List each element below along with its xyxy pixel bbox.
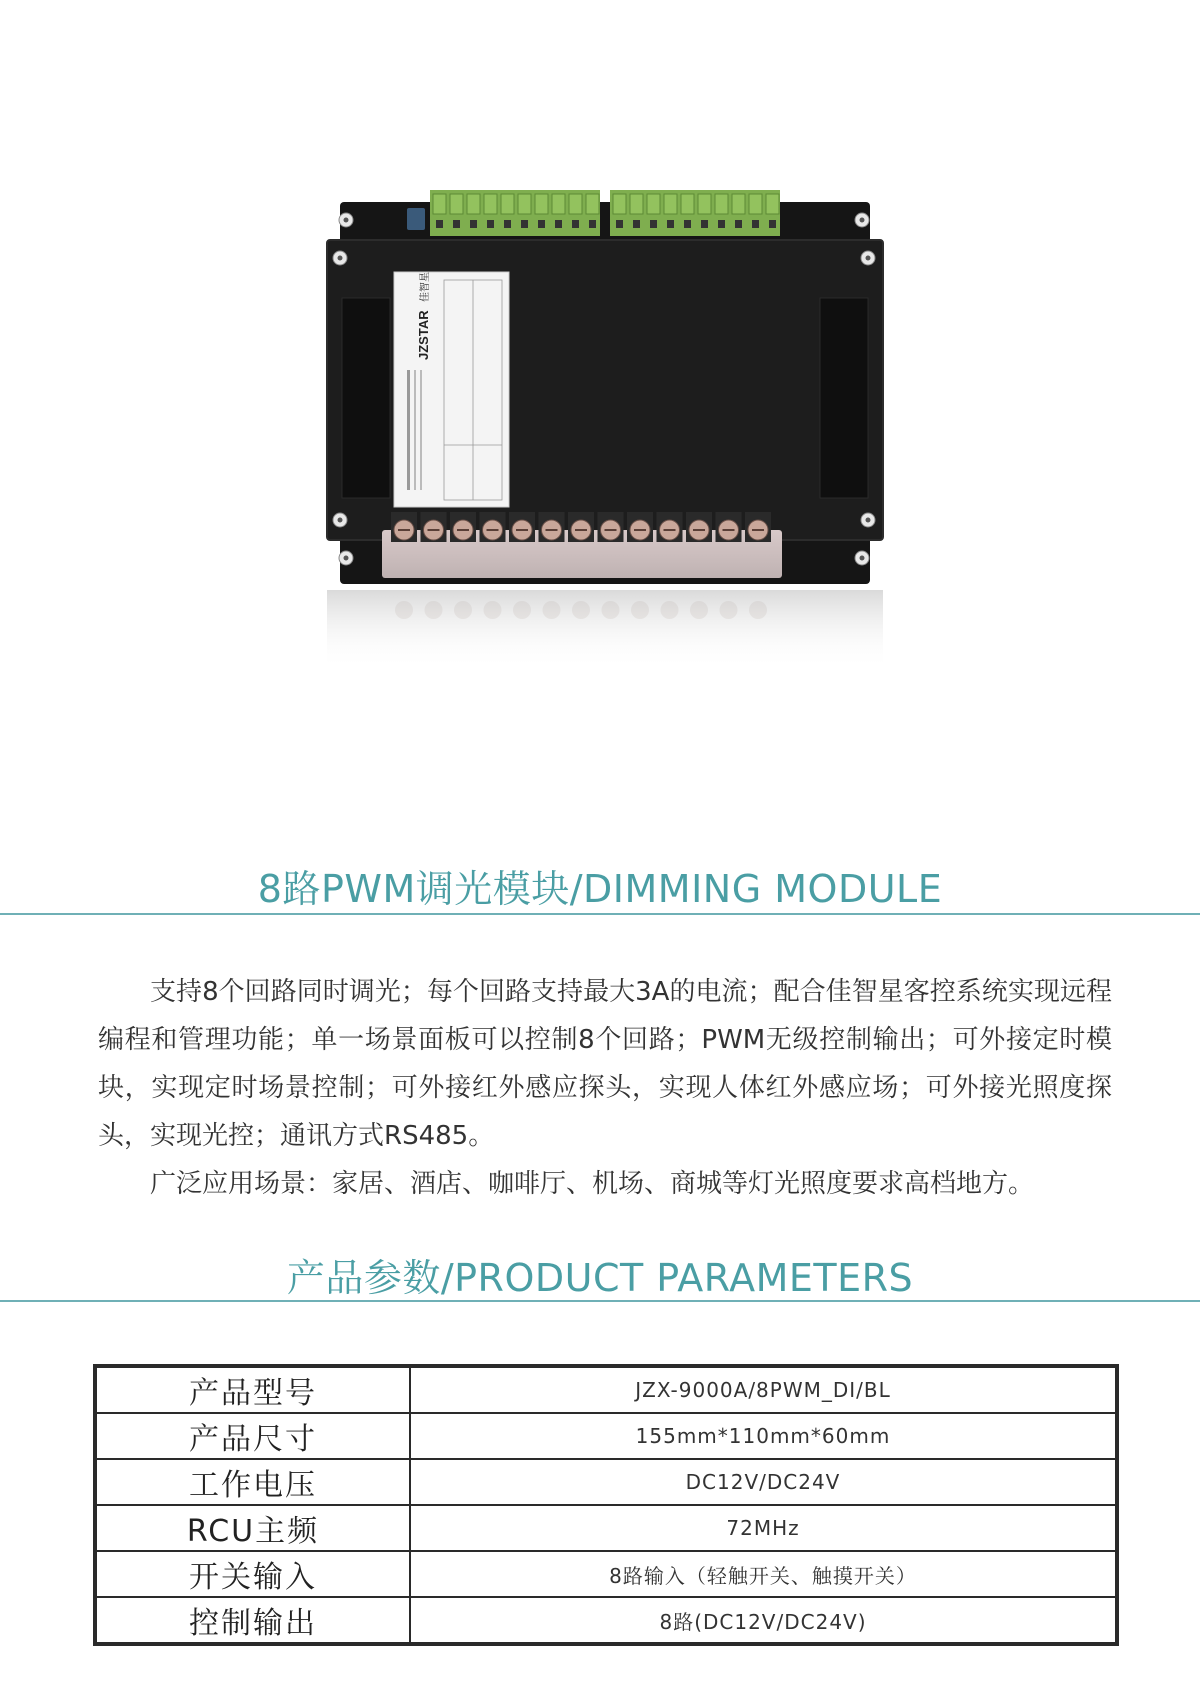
green-connector-pin (569, 194, 582, 214)
green-connector-screw (769, 220, 776, 228)
green-connector-pin (732, 194, 745, 214)
green-connector-pin (630, 194, 643, 214)
product-image (322, 190, 888, 720)
product-description (98, 968, 1112, 1208)
right-window (820, 298, 868, 498)
green-connector-pin (613, 194, 626, 214)
param-name: 工作电压 (95, 1459, 410, 1505)
green-connector-pin (749, 194, 762, 214)
parameters-table (93, 1364, 1119, 1646)
green-connector-screw (735, 220, 742, 228)
green-connector-screw (589, 220, 596, 228)
param-name: 产品型号 (95, 1366, 410, 1413)
reset-button (407, 208, 425, 230)
description-paragraph: 支持8个回路同时调光；每个回路支持最大3A的电流；配合佳智星客控系统实现远程编程和管理功能；单一场景面板可以控制8个回路；PWM无级控制输出；可外接定时模块，实现定时场景控制；可外接红外感应探头，实现人体红外感应场；可外接光照度探头，实现光控；通讯方式RS485。 (98, 977, 1112, 1151)
green-connector-pin (698, 194, 711, 214)
green-connector-screw (752, 220, 759, 228)
section-title-dimming-module: 8路PWM调光模块/DIMMING MODULE (257, 867, 943, 911)
green-connector-pin (647, 194, 660, 214)
param-value: JZX-9000A/8PWM_DI/BL (410, 1366, 1117, 1413)
table-row (95, 1551, 1117, 1597)
left-window (342, 298, 390, 498)
param-name: RCU主频 (95, 1505, 410, 1551)
green-connector-screw (487, 220, 494, 228)
green-connector-pin (501, 194, 514, 214)
green-terminal-block (407, 190, 780, 236)
table-row (95, 1366, 1117, 1413)
green-connector-pin (518, 194, 531, 214)
green-connector-pin (681, 194, 694, 214)
green-connector-pin (433, 194, 446, 214)
green-connector-screw (667, 220, 674, 228)
green-connector-screw (633, 220, 640, 228)
section-title-product-parameters: 产品参数/PRODUCT PARAMETERS (286, 1256, 914, 1300)
label-brand: JZSTAR (416, 310, 431, 360)
green-connector-pin (467, 194, 480, 214)
green-connector-screw (436, 220, 443, 228)
green-connector-screw (718, 220, 725, 228)
green-connector-pin (552, 194, 565, 214)
green-connector-pin (450, 194, 463, 214)
green-connector-screw (616, 220, 623, 228)
param-name: 产品尺寸 (95, 1413, 410, 1459)
green-connector-screw (684, 220, 691, 228)
green-connector-pin (535, 194, 548, 214)
divider-line (0, 1300, 1200, 1302)
description-paragraph-applications: 广泛应用场景：家居、酒店、咖啡厅、机场、商城等灯光照度要求高档地方。 (150, 1169, 1035, 1199)
green-connector-screw (470, 220, 477, 228)
green-connector-screw (453, 220, 460, 228)
green-connector-screw (555, 220, 562, 228)
green-connector-screw (504, 220, 511, 228)
green-connector-screw (650, 220, 657, 228)
param-name: 控制输出 (95, 1597, 410, 1644)
green-connector-screw (572, 220, 579, 228)
label-brand-cn: 佳智星 (420, 272, 431, 302)
green-connector-pin (586, 194, 599, 214)
green-connector-screw (538, 220, 545, 228)
green-connector-screw (701, 220, 708, 228)
table-row (95, 1459, 1117, 1505)
green-connector-pin (664, 194, 677, 214)
green-connector-pin (766, 194, 779, 214)
param-value: DC12V/DC24V (410, 1459, 1117, 1505)
param-name: 开关输入 (95, 1551, 410, 1597)
reflection (327, 590, 883, 670)
green-connector-pin (484, 194, 497, 214)
table-row (95, 1413, 1117, 1459)
table-row (95, 1597, 1117, 1644)
param-value: 72MHz (410, 1505, 1117, 1551)
divider-line (0, 913, 1200, 915)
product-label (394, 272, 509, 507)
green-connector-pin (715, 194, 728, 214)
green-connector-screw (521, 220, 528, 228)
param-value: 8路输入（轻触开关、触摸开关） (410, 1551, 1117, 1597)
param-value: 8路(DC12V/DC24V) (410, 1597, 1117, 1644)
param-value: 155mm*110mm*60mm (410, 1413, 1117, 1459)
table-row (95, 1505, 1117, 1551)
